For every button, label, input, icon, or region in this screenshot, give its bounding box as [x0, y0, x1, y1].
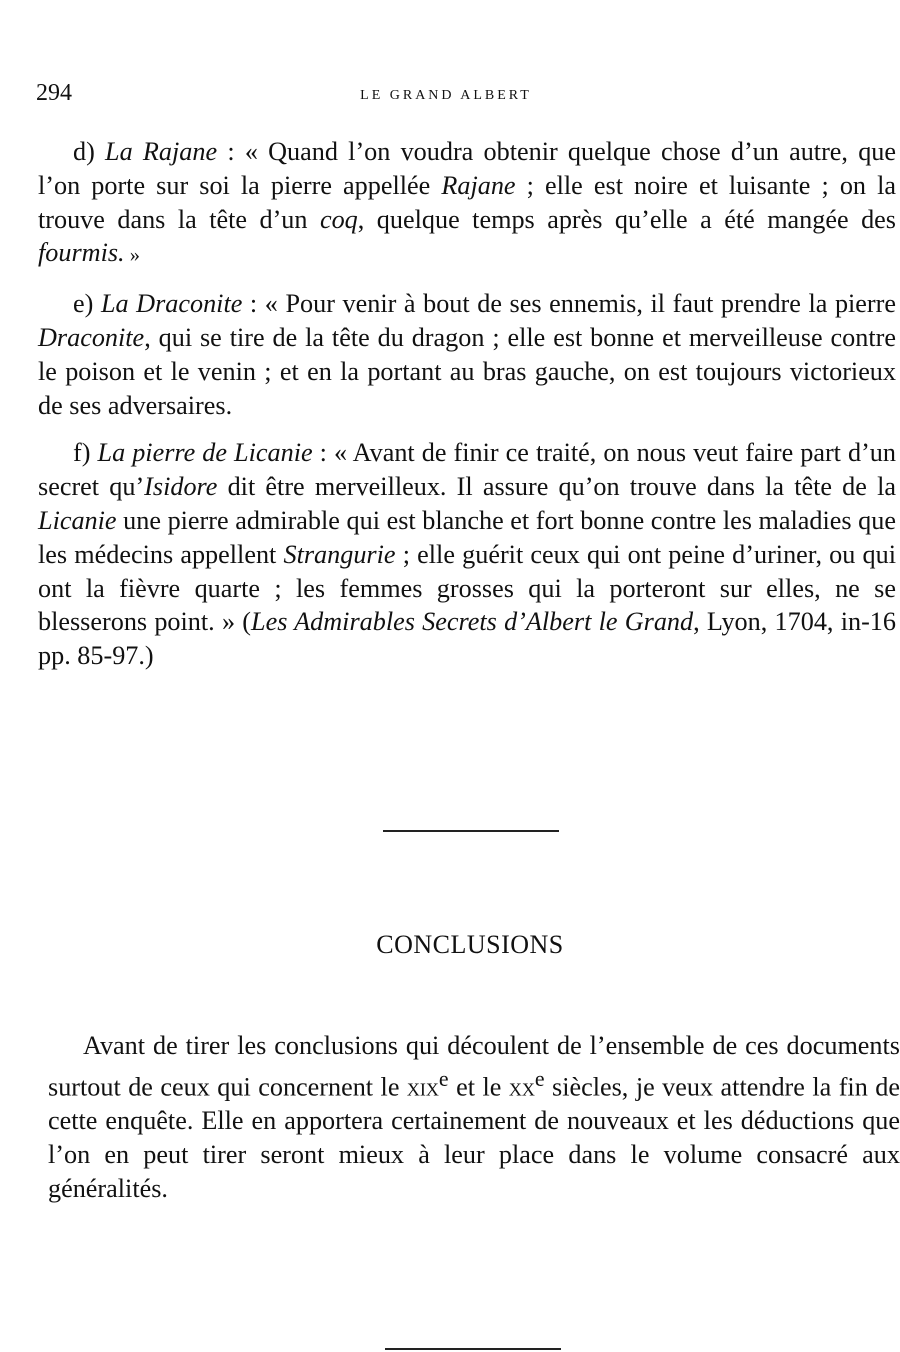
running-title: LE GRAND ALBERT — [360, 88, 532, 103]
paragraph-f-italic: Licanie — [38, 505, 117, 535]
paragraph-d-marker: d) — [73, 137, 95, 166]
paragraph-e — [38, 287, 896, 422]
section-heading: CONCLUSIONS — [376, 930, 564, 959]
paragraph-f-citation: Les Admirables Secrets d’Albert le Grand — [251, 607, 694, 637]
conclusion-paragraph — [48, 1029, 900, 1206]
superscript: e — [438, 1066, 449, 1091]
paragraph-d-text: , quelque temps après qu’elle a été mangée des — [357, 204, 896, 234]
paragraph-d-text: » — [124, 244, 140, 267]
paragraph-d-text: : « Quand l’on voudra obtenir quelque chose d’un autre, que l’on porte sur soi la pierre appellée — [38, 137, 896, 200]
page-header — [36, 80, 856, 112]
paragraph-d — [38, 135, 896, 273]
conclusion-text-part: siècles, je veux attendre la fin de cette enquête. Elle en apportera certainement de nouveaux et les déductions que l’on en peut tirer seront mieux à leur place dans le volume consacré aux généralités. — [48, 1072, 900, 1203]
paragraph-f-italic: Strangurie — [283, 539, 396, 569]
paragraph-f-text: ; elle guérit ceux qui ont peine d’uriner, ou qui ont la fièvre quarte ; les femmes grosses qui la porteront sur elles, ne se blesserons point. » ( — [38, 539, 897, 637]
conclusion-text-part: Avant de tirer les conclusions qui découlent de l’ensemble de ces documents surtout de ceux qui concernent le — [48, 1031, 900, 1102]
bottom-divider — [385, 1348, 561, 1350]
paragraph-d-italic: fourmis. — [38, 238, 125, 268]
paragraph-f-text: une pierre admirable qui est blanche et fort bonne contre les maladies que les médecins appellent — [38, 505, 896, 569]
paragraph-d-italic: Rajane — [441, 170, 516, 200]
paragraph-f-italic: Isidore — [144, 472, 218, 502]
paragraph-d-text: ; elle est noire et luisante ; on la trouve dans la tête d’un — [38, 170, 897, 234]
body-text — [38, 135, 896, 673]
paragraph-f — [38, 436, 896, 673]
paragraph-f-marker: f) — [73, 438, 91, 468]
paragraph-f-text: : « Avant de finir ce traité, on nous veut faire part d’un secret qu’ — [38, 438, 896, 502]
paragraph-f-text: dit être merveilleux. Il assure qu’on trouve dans la tête de la — [217, 472, 896, 502]
paragraph-f-text: , Lyon, 1704, in-16 pp. 85-97.) — [38, 607, 896, 671]
section-divider — [383, 830, 559, 832]
century-numeral: xx — [508, 1072, 535, 1102]
conclusion-text — [48, 1029, 900, 1206]
paragraph-d-italic: coq — [319, 204, 358, 234]
paragraph-d-title: La Rajane — [105, 137, 218, 166]
paragraph-e-title: La Draconite — [100, 289, 243, 319]
paragraph-f-title: La pierre de Licanie — [97, 438, 313, 468]
paragraph-e-text: : « Pour venir à bout de ses ennemis, il faut prendre la pierre — [242, 289, 896, 319]
century-numeral: xix — [406, 1072, 439, 1102]
page-number: 294 — [36, 80, 72, 106]
superscript: e — [534, 1066, 545, 1091]
conclusion-text-part: et le — [448, 1072, 509, 1102]
paragraph-e-marker: e) — [73, 289, 94, 319]
paragraph-e-text: , qui se tire de la tête du dragon ; elle est bonne et merveilleuse contre le poison et le venin ; et en la portant au bras gauche, on est toujours victorieux de ses adversaires. — [38, 322, 896, 420]
paragraph-e-italic: Draconite — [38, 322, 145, 352]
